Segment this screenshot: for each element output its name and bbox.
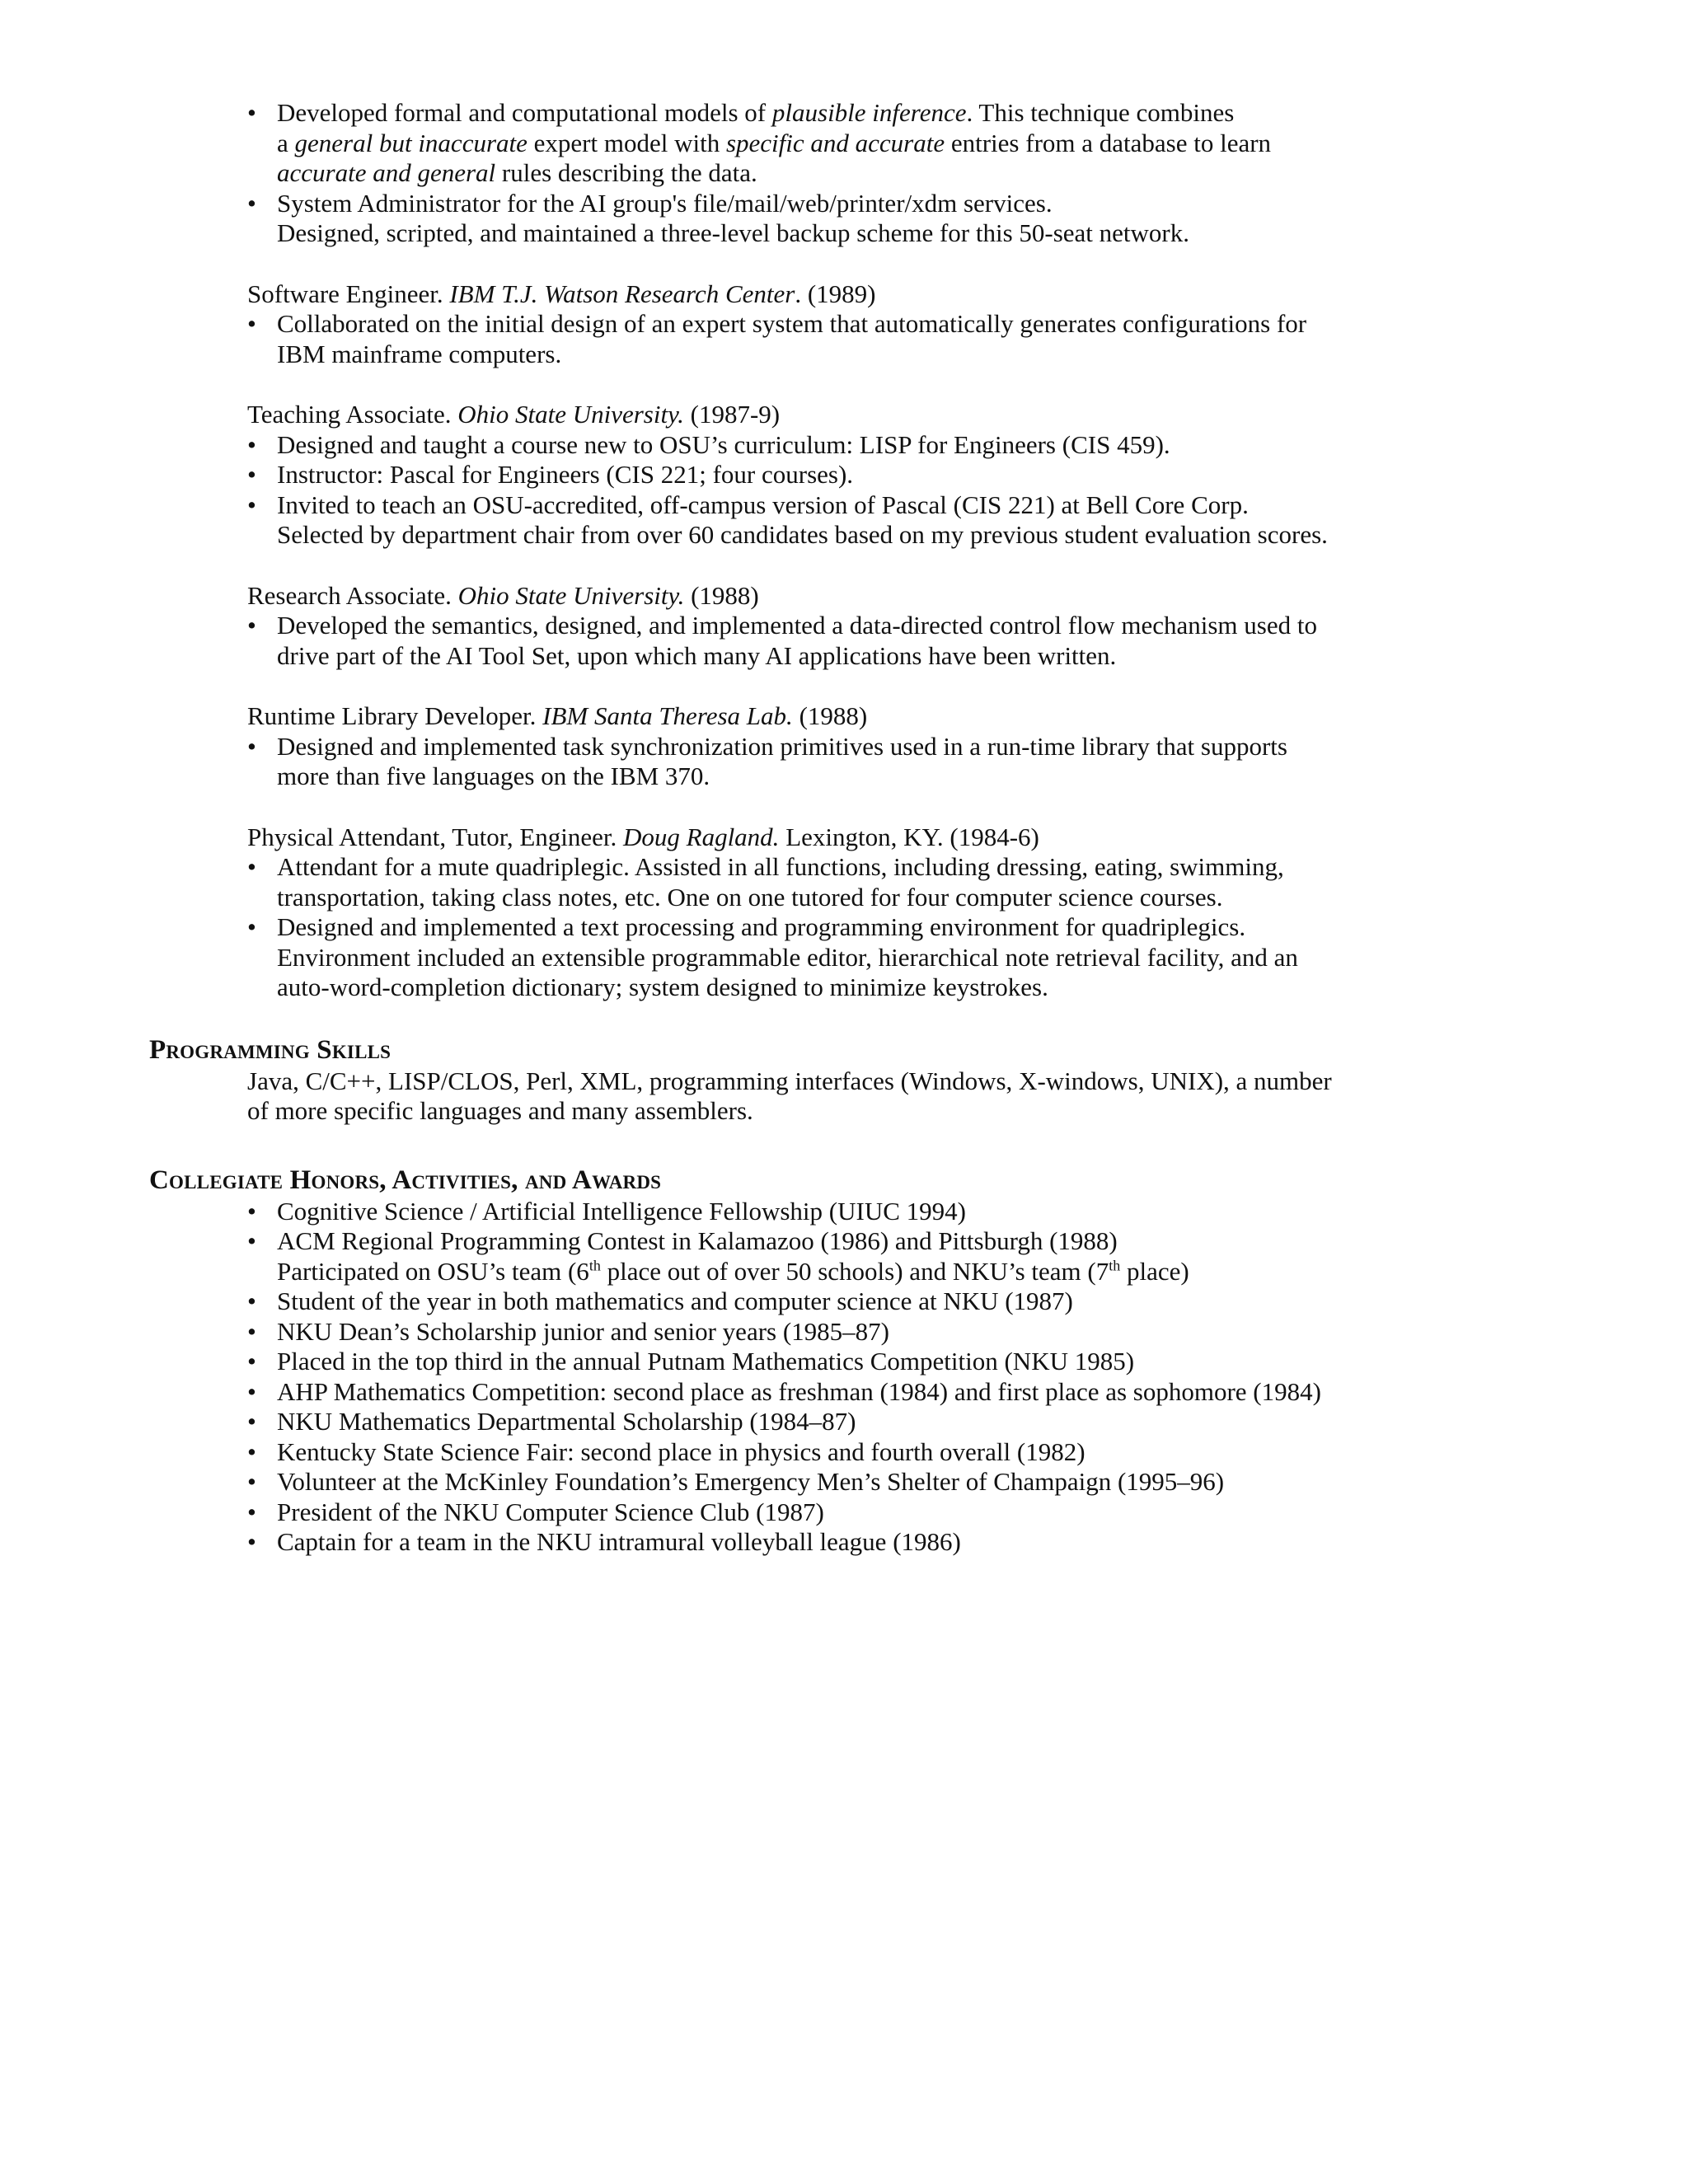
list-item-line [277, 129, 1468, 159]
text-run: (1987-9) [683, 400, 781, 429]
text-run: entries from a database to learn [945, 128, 1272, 157]
programming-skills-line: Java, C/C++, LISP/CLOS, Perl, XML, programming interfaces (Windows, X-windows, UNIX), a number [247, 1066, 1332, 1095]
job-title [247, 400, 1468, 430]
text-run: Invited to teach an OSU-accredited, off-campus version of Pascal (CIS 221) at Bell Core Corp. [277, 490, 1249, 519]
job-bullets [247, 309, 1468, 369]
list-item-line [277, 762, 1468, 792]
job-title [247, 823, 1468, 853]
job-entry [247, 581, 1468, 672]
italic-text: accurate and general [277, 158, 496, 187]
text-run: place) [1120, 1256, 1189, 1286]
text-run: a [277, 128, 295, 157]
list-item-line [277, 218, 1468, 249]
spacer [149, 369, 1468, 400]
list-item-line [277, 1377, 1468, 1408]
resume-content [149, 98, 1468, 1558]
list-item [247, 912, 1468, 1003]
list-item-line [277, 641, 1468, 672]
list-item-line [277, 1347, 1468, 1377]
bullet-dot-icon: • [247, 1286, 256, 1315]
italic-text: Ohio State University. [457, 400, 684, 429]
text-run: IBM mainframe computers. [277, 339, 562, 368]
text-run: Software Engineer. [247, 279, 450, 308]
job-entry [247, 279, 1468, 370]
text-run: Collaborated on the initial design of an expert system that automatically generates configurations for [277, 309, 1307, 338]
bullet-dot-icon: • [247, 1497, 256, 1526]
list-item [247, 1286, 1468, 1317]
spacer [149, 1127, 1468, 1164]
bullet-dot-icon: • [247, 1376, 256, 1406]
list-item-line [277, 1257, 1468, 1287]
list-item-line [277, 1467, 1468, 1497]
list-item-line [277, 1407, 1468, 1437]
jobs-list [149, 279, 1468, 1003]
list-item [247, 460, 1468, 490]
bullet-dot-icon: • [247, 1316, 256, 1346]
programming-skills-line: of more specific languages and many assemblers. [247, 1096, 753, 1125]
italic-text: IBM T.J. Watson Research Center [449, 279, 795, 308]
honors-block [247, 1197, 1468, 1558]
bullet-dot-icon: • [247, 460, 256, 489]
text-run: Student of the year in both mathematics and computer science at NKU (1987) [277, 1286, 1073, 1315]
text-run: ACM Regional Programming Contest in Kalamazoo (1986) and Pittsburgh (1988) [277, 1226, 1118, 1255]
list-item-line [277, 732, 1468, 762]
bullet-dot-icon: • [247, 912, 256, 941]
job-entry [247, 400, 1468, 551]
text-run: . This technique combines [966, 98, 1235, 127]
text-run: Placed in the top third in the annual Putnam Mathematics Competition (NKU 1985) [277, 1347, 1135, 1376]
spacer [149, 249, 1468, 279]
text-run: Kentucky State Science Fair: second place in physics and fourth overall (1982) [277, 1436, 1085, 1466]
text-run: . (1989) [795, 279, 876, 308]
text-run: NKU Mathematics Departmental Scholarship (1984–87) [277, 1407, 856, 1436]
text-run: Attendant for a mute quadriplegic. Assisted in all functions, including dressing, eating, swimming, [277, 852, 1284, 881]
text-run: (1988) [792, 701, 868, 730]
text-run: Designed and implemented a text processing and programming environment for quadriplegics. [277, 912, 1246, 941]
text-run: President of the NKU Computer Science Club (1987) [277, 1497, 824, 1526]
list-item-line [277, 1226, 1468, 1257]
ordinal-suffix: th [1109, 1257, 1121, 1274]
honors-bullets [247, 1197, 1468, 1558]
ordinal-suffix: th [588, 1257, 601, 1274]
text-run: expert model with [527, 128, 726, 157]
list-item [247, 1527, 1468, 1558]
text-run: Teaching Associate. [247, 400, 458, 429]
text-run: Designed, scripted, and maintained a three-level backup scheme for this 50-seat network. [277, 218, 1189, 247]
text-run: Environment included an extensible programmable editor, hierarchical note retrieval facility, and an [277, 942, 1298, 972]
list-item-line [277, 98, 1468, 129]
list-item-line [277, 1527, 1468, 1558]
italic-text: plausible inference [771, 98, 967, 127]
list-item [247, 1197, 1468, 1227]
list-item-line [277, 189, 1468, 219]
spacer [149, 551, 1468, 581]
bullet-dot-icon: • [247, 1196, 256, 1226]
text-run: Instructor: Pascal for Engineers (CIS 221; four courses). [277, 460, 854, 489]
research-intro [247, 98, 1468, 249]
list-item-line [277, 490, 1468, 521]
bullet-dot-icon: • [247, 731, 256, 761]
bullet-dot-icon: • [247, 429, 256, 459]
list-item-line [277, 460, 1468, 490]
text-run: Developed the semantics, designed, and implemented a data-directed control flow mechanism used to [277, 611, 1317, 640]
list-item-line [277, 1437, 1468, 1468]
list-item [247, 611, 1468, 671]
text-run: Cognitive Science / Artificial Intelligence Fellowship (UIUC 1994) [277, 1196, 966, 1226]
list-item [247, 430, 1468, 461]
text-run: Physical Attendant, Tutor, Engineer. [247, 822, 623, 851]
bullet-dot-icon: • [247, 1436, 256, 1466]
text-run: Designed and taught a course new to OSU’s curriculum: LISP for Engineers (CIS 459). [277, 429, 1170, 459]
list-item [247, 1226, 1468, 1286]
list-item-line [277, 912, 1468, 943]
bullet-dot-icon: • [247, 188, 256, 218]
list-item [247, 309, 1468, 369]
job-entry [247, 823, 1468, 1003]
research-intro-bullets [247, 98, 1468, 249]
list-item-line [277, 1497, 1468, 1528]
list-item-line [277, 611, 1468, 641]
text-run: Lexington, KY. (1984-6) [779, 822, 1039, 851]
text-run: Designed and implemented task synchronization primitives used in a run-time library that supports [277, 731, 1287, 761]
job-bullets [247, 611, 1468, 671]
text-run: Participated on OSU’s team (6 [277, 1256, 589, 1286]
italic-text: general but inaccurate [294, 128, 528, 157]
job-bullets [247, 732, 1468, 792]
bullet-dot-icon: • [247, 1527, 256, 1556]
list-item [247, 98, 1468, 189]
programming-skills-heading: Programming Skills [149, 1034, 392, 1065]
list-item-line [277, 852, 1468, 883]
bullet-dot-icon: • [247, 309, 256, 338]
text-run: auto-word-completion dictionary; system designed to minimize keystrokes. [277, 972, 1048, 1001]
list-item [247, 1497, 1468, 1528]
bullet-dot-icon: • [247, 1226, 256, 1255]
list-item [247, 189, 1468, 249]
list-item-line [277, 340, 1468, 370]
italic-text: specific and accurate [725, 128, 945, 157]
list-item [247, 1407, 1468, 1437]
programming-skills-text [247, 1066, 1468, 1127]
italic-text: Ohio State University. [457, 580, 685, 610]
text-run: place out of over 50 schools) and NKU’s team (7 [600, 1256, 1109, 1286]
list-item [247, 732, 1468, 792]
job-entry [247, 701, 1468, 792]
text-run: AHP Mathematics Competition: second place as freshman (1984) and first place as sophomore (1984) [277, 1376, 1321, 1406]
text-run: (1988) [684, 580, 759, 610]
list-item-line [277, 158, 1468, 189]
bullet-dot-icon: • [247, 852, 256, 881]
job-title [247, 279, 1468, 310]
list-item-line [277, 1286, 1468, 1317]
job-bullets [247, 430, 1468, 551]
spacer [149, 671, 1468, 701]
text-run: Volunteer at the McKinley Foundation’s Emergency Men’s Shelter of Champaign (1995–96) [277, 1467, 1225, 1496]
bullet-dot-icon: • [247, 1347, 256, 1376]
list-item [247, 490, 1468, 551]
list-item [247, 1317, 1468, 1347]
bullet-dot-icon: • [247, 98, 256, 127]
list-item [247, 1467, 1468, 1497]
list-item-line [277, 943, 1468, 973]
bullet-dot-icon: • [247, 490, 256, 519]
list-item [247, 852, 1468, 912]
list-item [247, 1437, 1468, 1468]
job-bullets [247, 852, 1468, 1003]
text-run: System Administrator for the AI group's file/mail/web/printer/xdm services. [277, 188, 1053, 218]
job-title [247, 701, 1468, 732]
list-item [247, 1377, 1468, 1408]
list-item-line [277, 883, 1468, 913]
bullet-dot-icon: • [247, 1467, 256, 1496]
list-item-line [277, 1317, 1468, 1347]
list-item-line [277, 972, 1468, 1003]
list-item [247, 1347, 1468, 1377]
text-run: Selected by department chair from over 60 candidates based on my previous student evaluation scores. [277, 520, 1328, 549]
honors-heading: Collegiate Honors, Activities, and Awards [149, 1165, 662, 1195]
text-run: drive part of the AI Tool Set, upon which many AI applications have been written. [277, 640, 1117, 670]
list-item-line [277, 309, 1468, 340]
text-run: Research Associate. [247, 580, 458, 610]
bullet-dot-icon: • [247, 1407, 256, 1436]
list-item-line [277, 430, 1468, 461]
text-run: NKU Dean’s Scholarship junior and senior years (1985–87) [277, 1316, 889, 1346]
text-run: Developed formal and computational models of [277, 98, 772, 127]
text-run: rules describing the data. [495, 158, 757, 187]
text-run: Captain for a team in the NKU intramural volleyball league (1986) [277, 1527, 961, 1556]
italic-text: Doug Ragland. [623, 822, 780, 851]
text-run: more than five languages on the IBM 370. [277, 762, 710, 790]
job-title [247, 581, 1468, 612]
list-item-line [277, 520, 1468, 551]
spacer [149, 792, 1468, 823]
bullet-dot-icon: • [247, 611, 256, 640]
spacer [149, 1003, 1468, 1033]
text-run: transportation, taking class notes, etc. One on one tutored for four computer science courses. [277, 882, 1223, 912]
italic-text: IBM Santa Theresa Lab. [542, 701, 793, 730]
text-run: Runtime Library Developer. [247, 701, 543, 730]
list-item-line [277, 1197, 1468, 1227]
